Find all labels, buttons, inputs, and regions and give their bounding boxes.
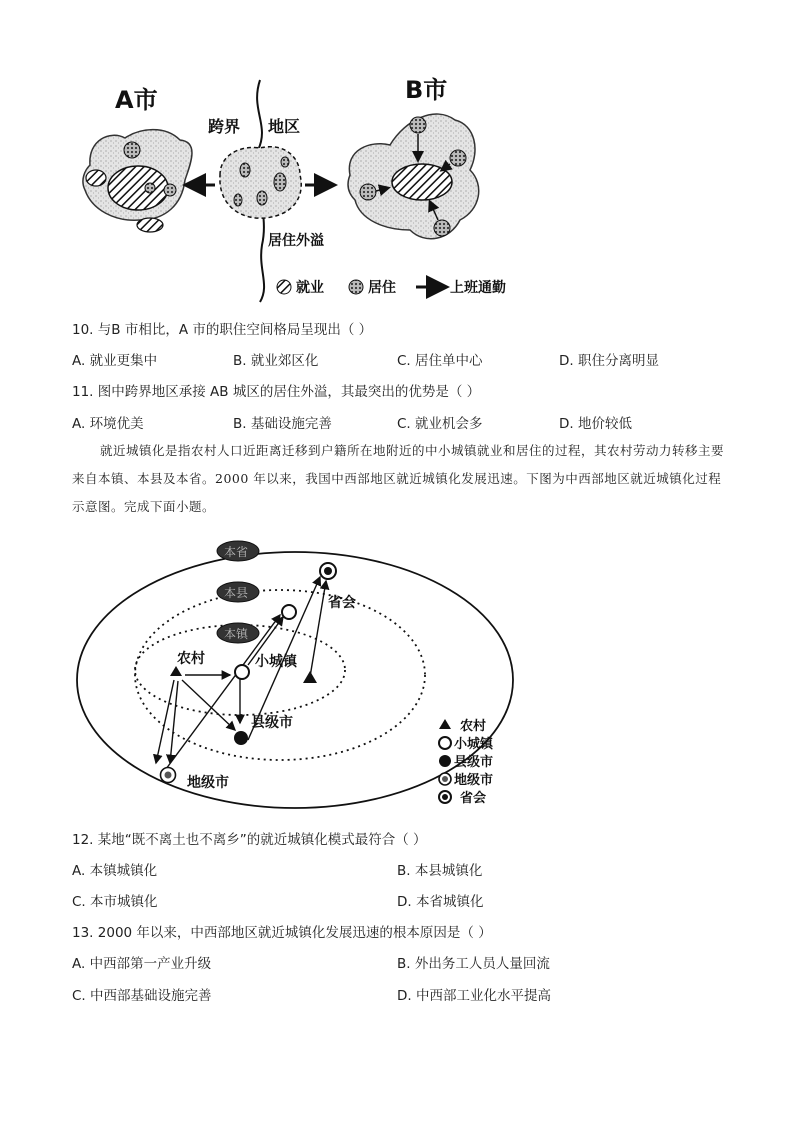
small-town-node-2	[282, 605, 296, 619]
capital-legend-dot	[442, 794, 448, 800]
cross-border-residence-spot	[234, 194, 242, 206]
question-13-option-a[interactable]: A. 中西部第一产业升级	[72, 956, 212, 972]
figure-2-legend	[436, 713, 516, 813]
question-11-option-d[interactable]: D. 地价较低	[559, 416, 632, 432]
question-10-option-a[interactable]: A. 就业更集中	[72, 353, 158, 369]
question-11-stem: 11. 图中跨界地区承接 AB 城区的居住外溢，其最突出的优势是（ ）	[72, 384, 481, 400]
county-city-node-label: 县级市	[251, 715, 293, 731]
question-11-option-a[interactable]: A. 环境优美	[72, 416, 144, 432]
prefecture-city-node-label: 地级市	[187, 775, 229, 791]
small-town-node-label: 小城镇	[255, 654, 297, 670]
city-b-label: B市	[405, 76, 448, 104]
employment-legend-label: 就业	[296, 280, 324, 296]
question-12-option-d[interactable]: D. 本省城镇化	[397, 894, 484, 910]
cross-border-residence-spot	[281, 157, 289, 167]
employment-legend-symbol	[277, 280, 291, 294]
legend-capital: 省会	[460, 791, 487, 806]
residence-overflow-label: 居住外溢	[268, 233, 324, 249]
question-13-option-b[interactable]: B. 外出务工人员人量回流	[397, 956, 550, 972]
county-legend-symbol	[439, 755, 451, 767]
question-13-option-d[interactable]: D. 中西部工业化水平提高	[397, 988, 551, 1004]
ring-label-town: 本镇	[224, 627, 249, 641]
city-a-residence-spot	[164, 184, 176, 196]
legend-village: 农村	[460, 719, 487, 734]
question-11-option-b[interactable]: B. 基础设施完善	[233, 416, 332, 432]
ring-label-county: 本县	[224, 586, 249, 600]
small-town-node	[235, 665, 249, 679]
prefecture-legend-dot	[442, 776, 448, 782]
question-11-option-c[interactable]: C. 就业机会多	[397, 416, 483, 432]
residence-legend-label: 居住	[368, 280, 396, 296]
question-10-stem: 10. 与B 市相比，A 市的职住空间格局呈现出（ ）	[72, 322, 373, 338]
residence-legend-symbol	[349, 280, 363, 294]
city-a-residence-spot	[145, 183, 155, 193]
question-12-option-c[interactable]: C. 本市城镇化	[72, 894, 158, 910]
legend-town: 小城镇	[454, 737, 494, 752]
legend-prefecture: 地级市	[454, 773, 494, 788]
question-10-option-d[interactable]: D. 职住分离明显	[559, 353, 659, 369]
city-a-employment-core	[108, 166, 168, 210]
question-13-option-c[interactable]: C. 中西部基础设施完善	[72, 988, 212, 1004]
county-city-node	[234, 731, 248, 745]
cross-border-area	[220, 147, 301, 218]
city-a-residence-spot	[124, 142, 140, 158]
city-a-employment-spot	[137, 218, 163, 232]
city-a-label: A市	[115, 86, 158, 114]
cross-border-residence-spot	[240, 163, 250, 177]
question-13-stem: 13. 2000 年以来，中西部地区就近城镇化发展迅速的根本原因是（ ）	[72, 925, 492, 941]
city-b-residence-spot	[434, 220, 450, 236]
question-12-stem: 12. 某地“既不离土也不离乡”的就近城镇化模式最符合（ ）	[72, 832, 427, 848]
village-node-label: 农村	[177, 651, 205, 667]
city-b-residence-spot	[360, 184, 376, 200]
provincial-capital-node-dot	[324, 567, 332, 575]
cross-border-label-1: 跨界	[208, 117, 241, 136]
town-legend-symbol	[439, 737, 451, 749]
commute-pattern-figure	[70, 70, 540, 305]
provincial-capital-node-label: 省会	[328, 595, 356, 611]
city-a-employment-spot	[86, 170, 106, 186]
cross-border-label-2: 地区	[268, 117, 301, 136]
question-10-option-c[interactable]: C. 居住单中心	[397, 353, 483, 369]
village-node	[170, 666, 182, 676]
ring-label-province: 本省	[224, 545, 249, 559]
prefecture-city-node-dot	[165, 772, 172, 779]
city-b-residence-spot	[450, 150, 466, 166]
commute-legend-label: 上班通勤	[450, 280, 506, 296]
city-b-residence-spot	[410, 117, 426, 133]
cross-border-residence-spot	[274, 173, 286, 191]
question-12-option-b[interactable]: B. 本县城镇化	[397, 863, 483, 879]
question-10-option-b[interactable]: B. 就业郊区化	[233, 353, 319, 369]
village-node-2	[303, 671, 317, 683]
question-12-option-a[interactable]: A. 本镇城镇化	[72, 863, 158, 879]
passage-text: 就近城镇化是指农村人口近距离迁移到户籍所在地附近的中小城镇就业和居住的过程，其农村劳动力转移主要来自本镇、本县及本省。2000 年以来，我国中西部地区就近城镇化发展迅速。下图为中西部地区就近城镇化过程示意图。完成下面小题。	[72, 443, 725, 514]
village-legend-symbol	[439, 719, 451, 729]
legend-county: 县级市	[454, 755, 494, 770]
cross-border-residence-spot	[257, 191, 267, 205]
